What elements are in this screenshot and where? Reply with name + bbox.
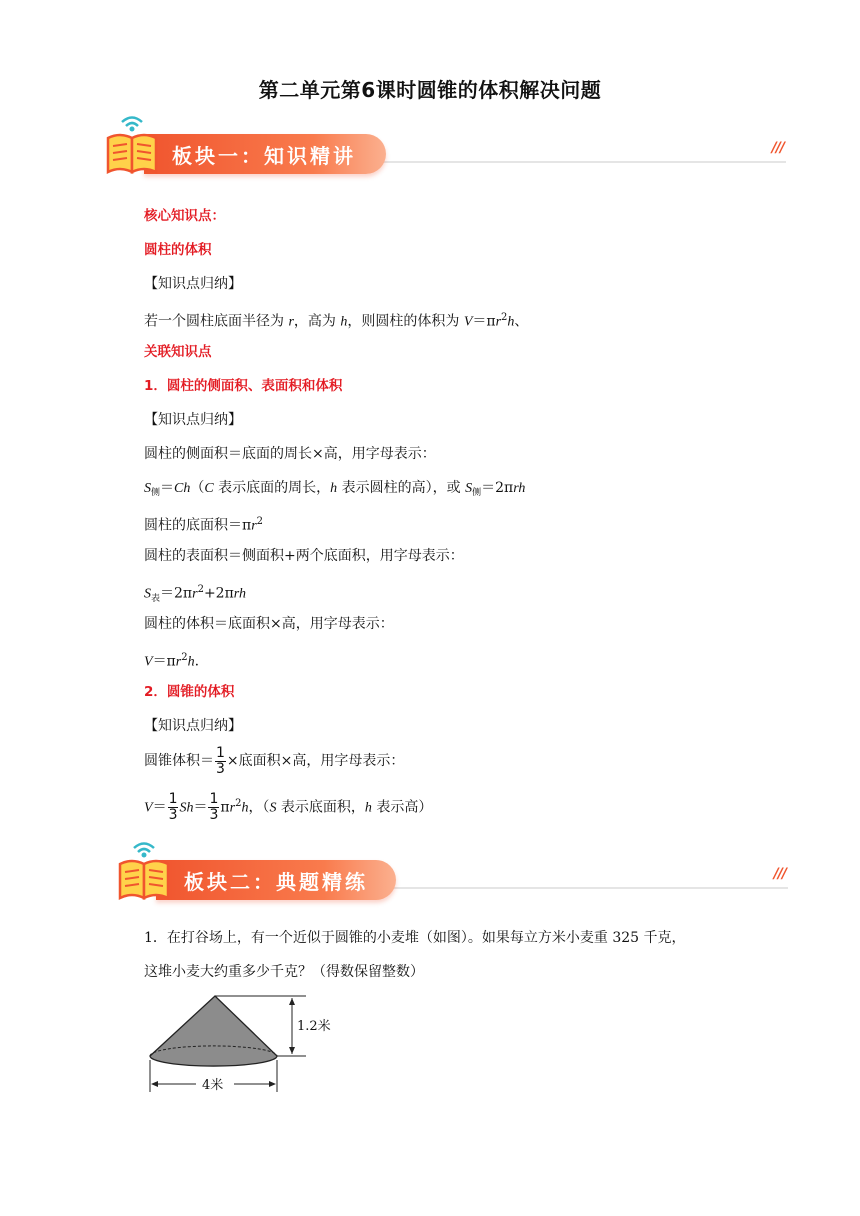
numerator: 1 [168,791,178,808]
book-icon [116,842,176,902]
var-r: r [251,518,257,534]
cone-body [150,996,277,1066]
cyl-volume-text: 圆柱的体积＝底面积×高，用字母表示： [144,616,394,632]
var-r: r [229,800,236,816]
base-area [144,512,263,537]
var-r: r [495,314,502,330]
book-icon [104,116,164,176]
var-r: r [192,586,198,602]
var-r: r [175,654,182,670]
denominator: 3 [168,807,178,824]
var-h: h [241,800,249,816]
numerator: 1 [216,744,225,761]
var-h: h [340,314,348,330]
text: ，（ [248,799,270,816]
text: . [194,653,200,670]
text: ＝2π [160,585,193,602]
var-v: V [463,314,473,330]
fraction [208,792,219,823]
exponent: 2 [256,516,264,527]
core-heading: 核心知识点： [144,208,225,224]
lateral-text: 圆柱的侧面积＝底面的周长×高，用字母表示： [144,446,436,462]
text: ＝π [472,313,496,330]
var-s: S [465,481,473,496]
text: ，高为 [293,313,341,330]
banner-label: 板块二：典题精练 [184,870,368,894]
banner-slashes: /// [771,140,784,156]
text: 表示底面积， [276,799,365,816]
cylinder-volume-text [144,308,528,333]
problem-1-line-1: 1．在打谷场上，有一个近似于圆锥的小麦堆（如图）。如果每立方米小麦重 325 千克， [144,930,686,946]
var-s: S [144,481,151,496]
text: 表示高） [371,799,433,816]
exponent: 2 [181,652,188,663]
banner-pill [156,860,396,900]
var-r: r [288,314,294,330]
text: （ [190,480,205,496]
subscript: 侧 [472,488,482,498]
banner-slashes: /// [773,866,786,882]
text: 若一个圆柱底面半径为 [144,313,289,330]
banner-label: 板块一：知识精讲 [172,144,356,168]
summary-label: 【知识点归纳】 [144,412,242,428]
exponent: 2 [197,584,204,595]
text: 圆锥体积＝ [144,753,214,769]
text: ＝ [160,480,175,496]
var-rh: rh [513,481,526,496]
section-banner-2 [116,842,796,902]
var-v: V [144,654,153,670]
var-rh: rh [233,586,246,602]
text: ，则圆柱的体积为 [347,313,464,330]
page-title: 第二单元第6课时圆锥的体积解决问题 [258,78,602,102]
height-label: 1.2米 [297,1019,331,1034]
var-sh: Sh [179,800,194,816]
section-banner-1 [104,116,794,176]
var-s: S [269,800,277,816]
text: +2π [203,585,234,602]
item2-heading: 2．圆锥的体积 [144,684,235,700]
surface-formula [144,580,246,606]
var-h: h [330,481,338,496]
exponent: 2 [501,312,508,323]
text: ＝π [152,653,176,670]
cyl-volume-formula [144,648,199,673]
text: ＝ [152,799,167,816]
var-s: S [144,586,151,602]
fraction [215,746,226,777]
lateral-formula [144,478,525,500]
var-v: V [144,800,153,816]
problem-1-line-2: 这堆小麦大约重多少千克？（得数保留整数） [144,964,424,980]
var-h: h [187,654,195,670]
text: ＝2π [481,480,514,496]
diameter-label: 4米 [202,1078,224,1093]
var-c: C [204,481,214,496]
item1-heading: 1．圆柱的侧面积、表面积和体积 [144,378,343,394]
text: ×底面积×高，用字母表示： [226,753,405,769]
cone-formula [144,788,432,825]
banner-pill [144,134,386,174]
denominator: 3 [216,760,225,777]
cylinder-volume-heading: 圆柱的体积 [144,242,212,258]
cone-text [144,745,404,777]
subscript: 侧 [151,488,161,498]
fraction [168,792,179,823]
var-h: h [364,800,372,816]
cone-figure [146,992,331,1098]
numerator: 1 [209,791,219,808]
text: 、 [514,313,529,330]
text: 表示圆柱的高），或 [337,480,466,496]
text: 表示底面的周长， [213,480,331,496]
text: ＝ [193,799,208,816]
subscript: 表 [151,593,161,604]
denominator: 3 [209,807,219,824]
summary-label: 【知识点归纳】 [144,276,242,292]
summary-label: 【知识点归纳】 [144,718,242,734]
var-h: h [507,314,515,330]
text: π [220,799,230,816]
surface-text: 圆柱的表面积＝侧面积+两个底面积，用字母表示： [144,548,464,564]
var-ch: Ch [174,481,191,496]
related-heading: 关联知识点 [144,344,212,360]
exponent: 2 [235,798,242,809]
text: 圆柱的底面积＝π [144,517,252,534]
